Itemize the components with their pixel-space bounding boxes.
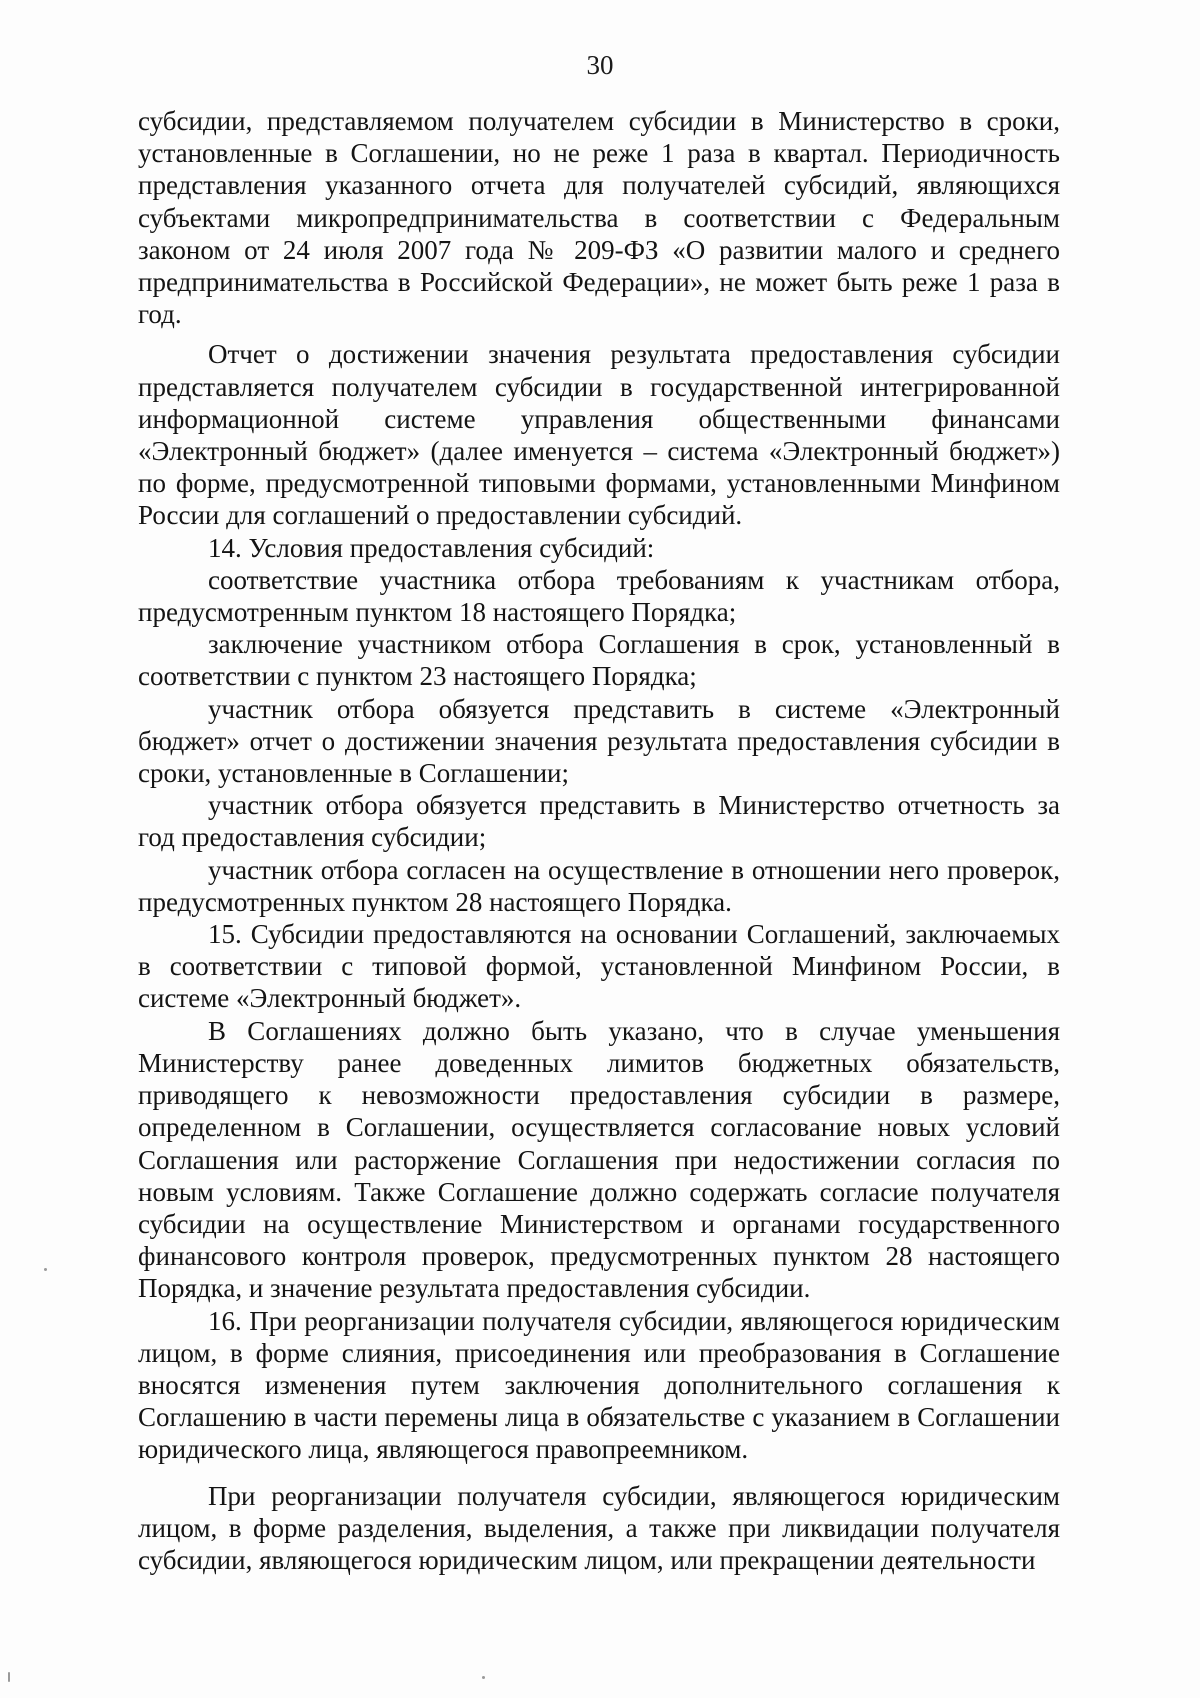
scan-artifact-dot xyxy=(8,1672,10,1682)
reorganization-paragraph: При реорганизации получателя субсидии, являющегося юридическим лицом, в форме разделения, выделения, а также при ликвидации получателя субсидии, являющегося юридическим лицом, или прекращении деятельности xyxy=(138,1480,1060,1575)
condition-item-3: участник отбора обязуется представить в системе «Электронный бюджет» отчет о достижении значения результата предоставления субсидии в сроки, установленные в Соглашении; xyxy=(138,693,1060,789)
document-body xyxy=(138,105,1060,1576)
condition-item-5: участник отбора согласен на осуществление в отношении него проверок, предусмотренных пунктом 28 настоящего Порядка. xyxy=(138,854,1060,917)
condition-item-1: соответствие участника отбора требованиям к участникам отбора, предусмотренным пунктом 18 настоящего Порядка; xyxy=(138,564,1060,628)
paragraph-continuation: субсидии, представляемом получателем субсидии в Министерство в сроки, установленные в Соглашении, но не реже 1 раза в квартал. Периодичность представления указанного отчета для получателей субсидий, являющихся субъектами микропредпринимательства в соответствии с Федеральным законом от 24 июля 2007 года № 209-ФЗ «О развитии малого и среднего предпринимательства в Российской Федерации», не может быть реже 1 раза в год. xyxy=(138,106,1060,330)
scan-artifact-dot xyxy=(44,1268,47,1271)
condition-item-4: участник отбора обязуется представить в Министерство отчетность за год предоставления субсидии; xyxy=(138,790,1060,853)
page-number: 30 xyxy=(586,50,614,80)
paragraph-report-submission: Отчет о достижении значения результата предоставления субсидии представляется получателем субсидии в государственной интегрированной информационной системе управления общественными финансами «Электронный бюджет» (далее именуется – система «Электронный бюджет») по форме, предусмотренной типовыми формами, установленными Минфином России для соглашений о предоставлении субсидий. xyxy=(138,339,1060,531)
section-15-paragraph: 15. Субсидии предоставляются на основании Соглашений, заключаемых в соответствии с типовой формой, установленной Минфином России, в системе «Электронный бюджет». xyxy=(138,919,1060,1014)
scan-artifact-dot xyxy=(482,1676,485,1679)
agreements-paragraph: В Соглашениях должно быть указано, что в случае уменьшения Министерству ранее доведенных лимитов бюджетных обязательств, приводящего к невозможности предоставления субсидии в размере, определенном в Соглашении, осуществляется согласование новых условий Соглашения или расторжение Соглашения при недостижении согласия по новым условиям. Также Соглашение должно содержать согласие получателя субсидии на осуществление Министерством и органами государственного финансового контроля проверок, предусмотренных пунктом 28 настоящего Порядка, и значение результата предоставления субсидии. xyxy=(138,1015,1060,1304)
section-16-paragraph: 16. При реорганизации получателя субсидии, являющегося юридическим лицом, в форме слияния, присоединения или преобразования в Соглашение вносятся изменения путем заключения дополнительного соглашения к Соглашению в части перемены лица в обязательстве с указанием в Соглашении юридического лица, являющегося правопреемником. xyxy=(138,1305,1060,1465)
condition-item-2: заключение участником отбора Соглашения в срок, установленный в соответствии с пунктом 23 настоящего Порядка; xyxy=(138,629,1060,692)
section-14-heading: 14. Условия предоставления субсидий: xyxy=(208,532,655,563)
